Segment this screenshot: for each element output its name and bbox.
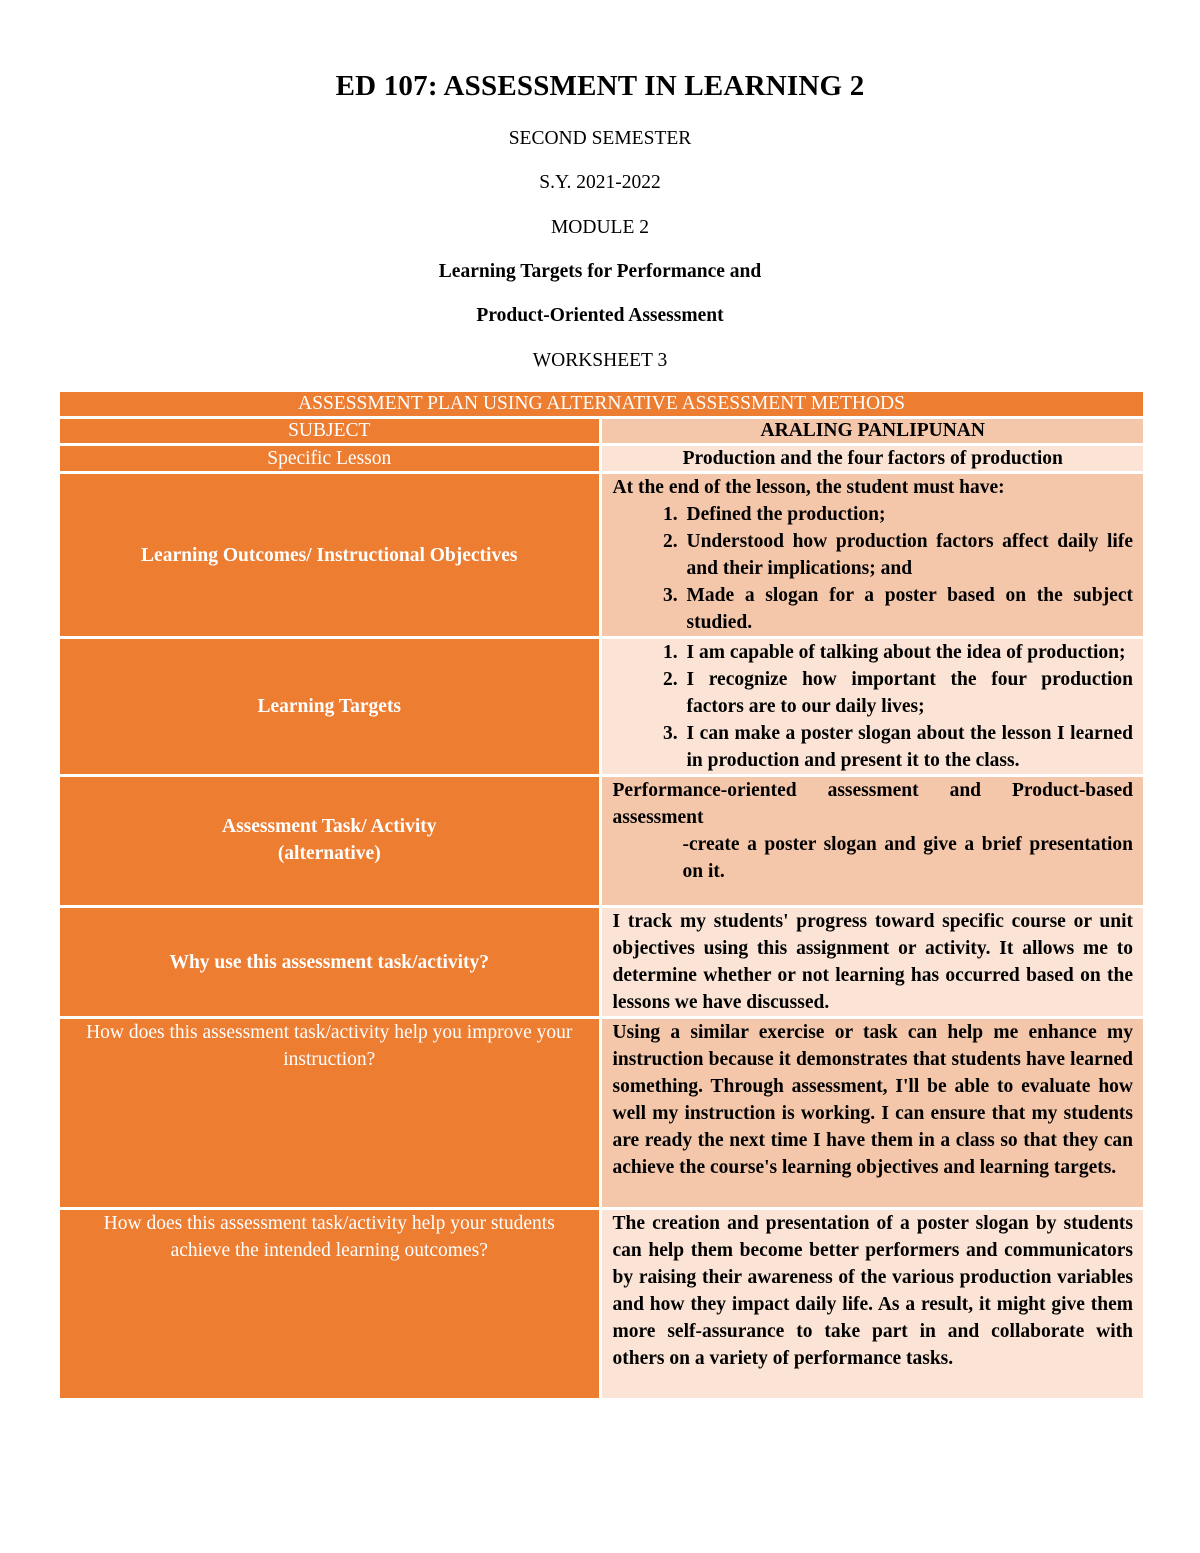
assessment-plan-table bbox=[60, 392, 1143, 1401]
subject-label: SUBJECT bbox=[60, 419, 602, 446]
targets-list bbox=[613, 639, 1134, 774]
module-line: MODULE 2 bbox=[550, 217, 650, 238]
table-row-subject bbox=[60, 419, 1143, 446]
why-label: Why use this assessment task/activity? bbox=[60, 908, 602, 1019]
table-row-banner bbox=[60, 392, 1143, 419]
outcomes-list bbox=[613, 501, 1134, 636]
table-row-improve bbox=[60, 1019, 1143, 1210]
semester-line: SECOND SEMESTER bbox=[508, 128, 692, 149]
topic-line-1: Learning Targets for Performance and bbox=[438, 261, 762, 282]
document-title: ED 107: ASSESSMENT IN LEARNING 2 bbox=[335, 70, 865, 102]
topic-line-2: Product-Oriented Assessment bbox=[476, 305, 724, 326]
task-value-line-2: -create a poster slogan and give a brief presentation on it. bbox=[682, 834, 1133, 882]
table-row-lesson bbox=[60, 446, 1143, 474]
subject-value: ARALING PANLIPUNAN bbox=[602, 419, 1144, 446]
improve-value: Using a similar exercise or task can help me enhance my instruction because it demonstrates that students have learned something. Through assessment, I'll be able to evaluate how well my instruction is working. I can ensure that my students are ready the next time I have them in a class so that they can achieve the course's learning objectives and learning targets. bbox=[602, 1019, 1144, 1210]
school-year-line: S.Y. 2021-2022 bbox=[539, 172, 661, 193]
table-row-why bbox=[60, 908, 1143, 1019]
outcomes-value bbox=[602, 474, 1144, 639]
list-item: 3. Made a slogan for a poster based on the subject studied. bbox=[683, 582, 1134, 636]
achieve-label-text: How does this assessment task/activity help your students achieve the intended learning outcomes? bbox=[103, 1213, 555, 1261]
lesson-label: Specific Lesson bbox=[60, 446, 602, 474]
table-row-achieve bbox=[60, 1210, 1143, 1401]
table-row-targets bbox=[60, 639, 1143, 777]
targets-value bbox=[602, 639, 1144, 777]
list-item: 2. Understood how production factors affect daily life and their implications; and bbox=[683, 528, 1134, 582]
achieve-value: The creation and presentation of a poster slogan by students can help them become better performers and communicators by raising their awareness of the various production variables and how they impact daily life. As a result, it might give them more self-assurance to take part in and collaborate with others on a variety of performance tasks. bbox=[602, 1210, 1144, 1401]
task-label bbox=[60, 777, 602, 908]
table-row-task bbox=[60, 777, 1143, 908]
improve-label bbox=[60, 1019, 602, 1210]
task-value-line-1: Performance-oriented assessment and Product-based assessment bbox=[612, 780, 1133, 828]
task-value bbox=[602, 777, 1144, 908]
list-item: 1. Defined the production; bbox=[683, 501, 1134, 528]
outcomes-label-text: Learning Outcomes/ Instructional Objectives bbox=[141, 544, 518, 566]
outcomes-intro: At the end of the lesson, the student must have: bbox=[612, 477, 1005, 498]
table-row-outcomes bbox=[60, 474, 1143, 639]
list-item: 3. I can make a poster slogan about the lesson I learned in production and present it to the class. bbox=[683, 720, 1134, 774]
list-item: 2. I recognize how important the four production factors are to our daily lives; bbox=[683, 666, 1134, 720]
table-banner: ASSESSMENT PLAN USING ALTERNATIVE ASSESSMENT METHODS bbox=[60, 392, 1143, 419]
lesson-value: Production and the four factors of production bbox=[602, 446, 1144, 474]
task-label-line-1: Assessment Task/ Activity bbox=[221, 816, 437, 837]
targets-label: Learning Targets bbox=[60, 639, 602, 777]
task-label-line-2: (alternative) bbox=[277, 843, 381, 864]
why-value: I track my students' progress toward specific course or unit objectives using this assignment or activity. It allows me to determine whether or not learning has occurred based on the lessons we have discussed. bbox=[602, 908, 1144, 1019]
improve-label-text: How does this assessment task/activity help you improve your instruction? bbox=[86, 1022, 573, 1070]
outcomes-label bbox=[60, 474, 602, 639]
worksheet-line: WORKSHEET 3 bbox=[532, 350, 668, 371]
list-item: 1. I am capable of talking about the idea of production; bbox=[683, 639, 1134, 666]
achieve-label bbox=[60, 1210, 602, 1401]
